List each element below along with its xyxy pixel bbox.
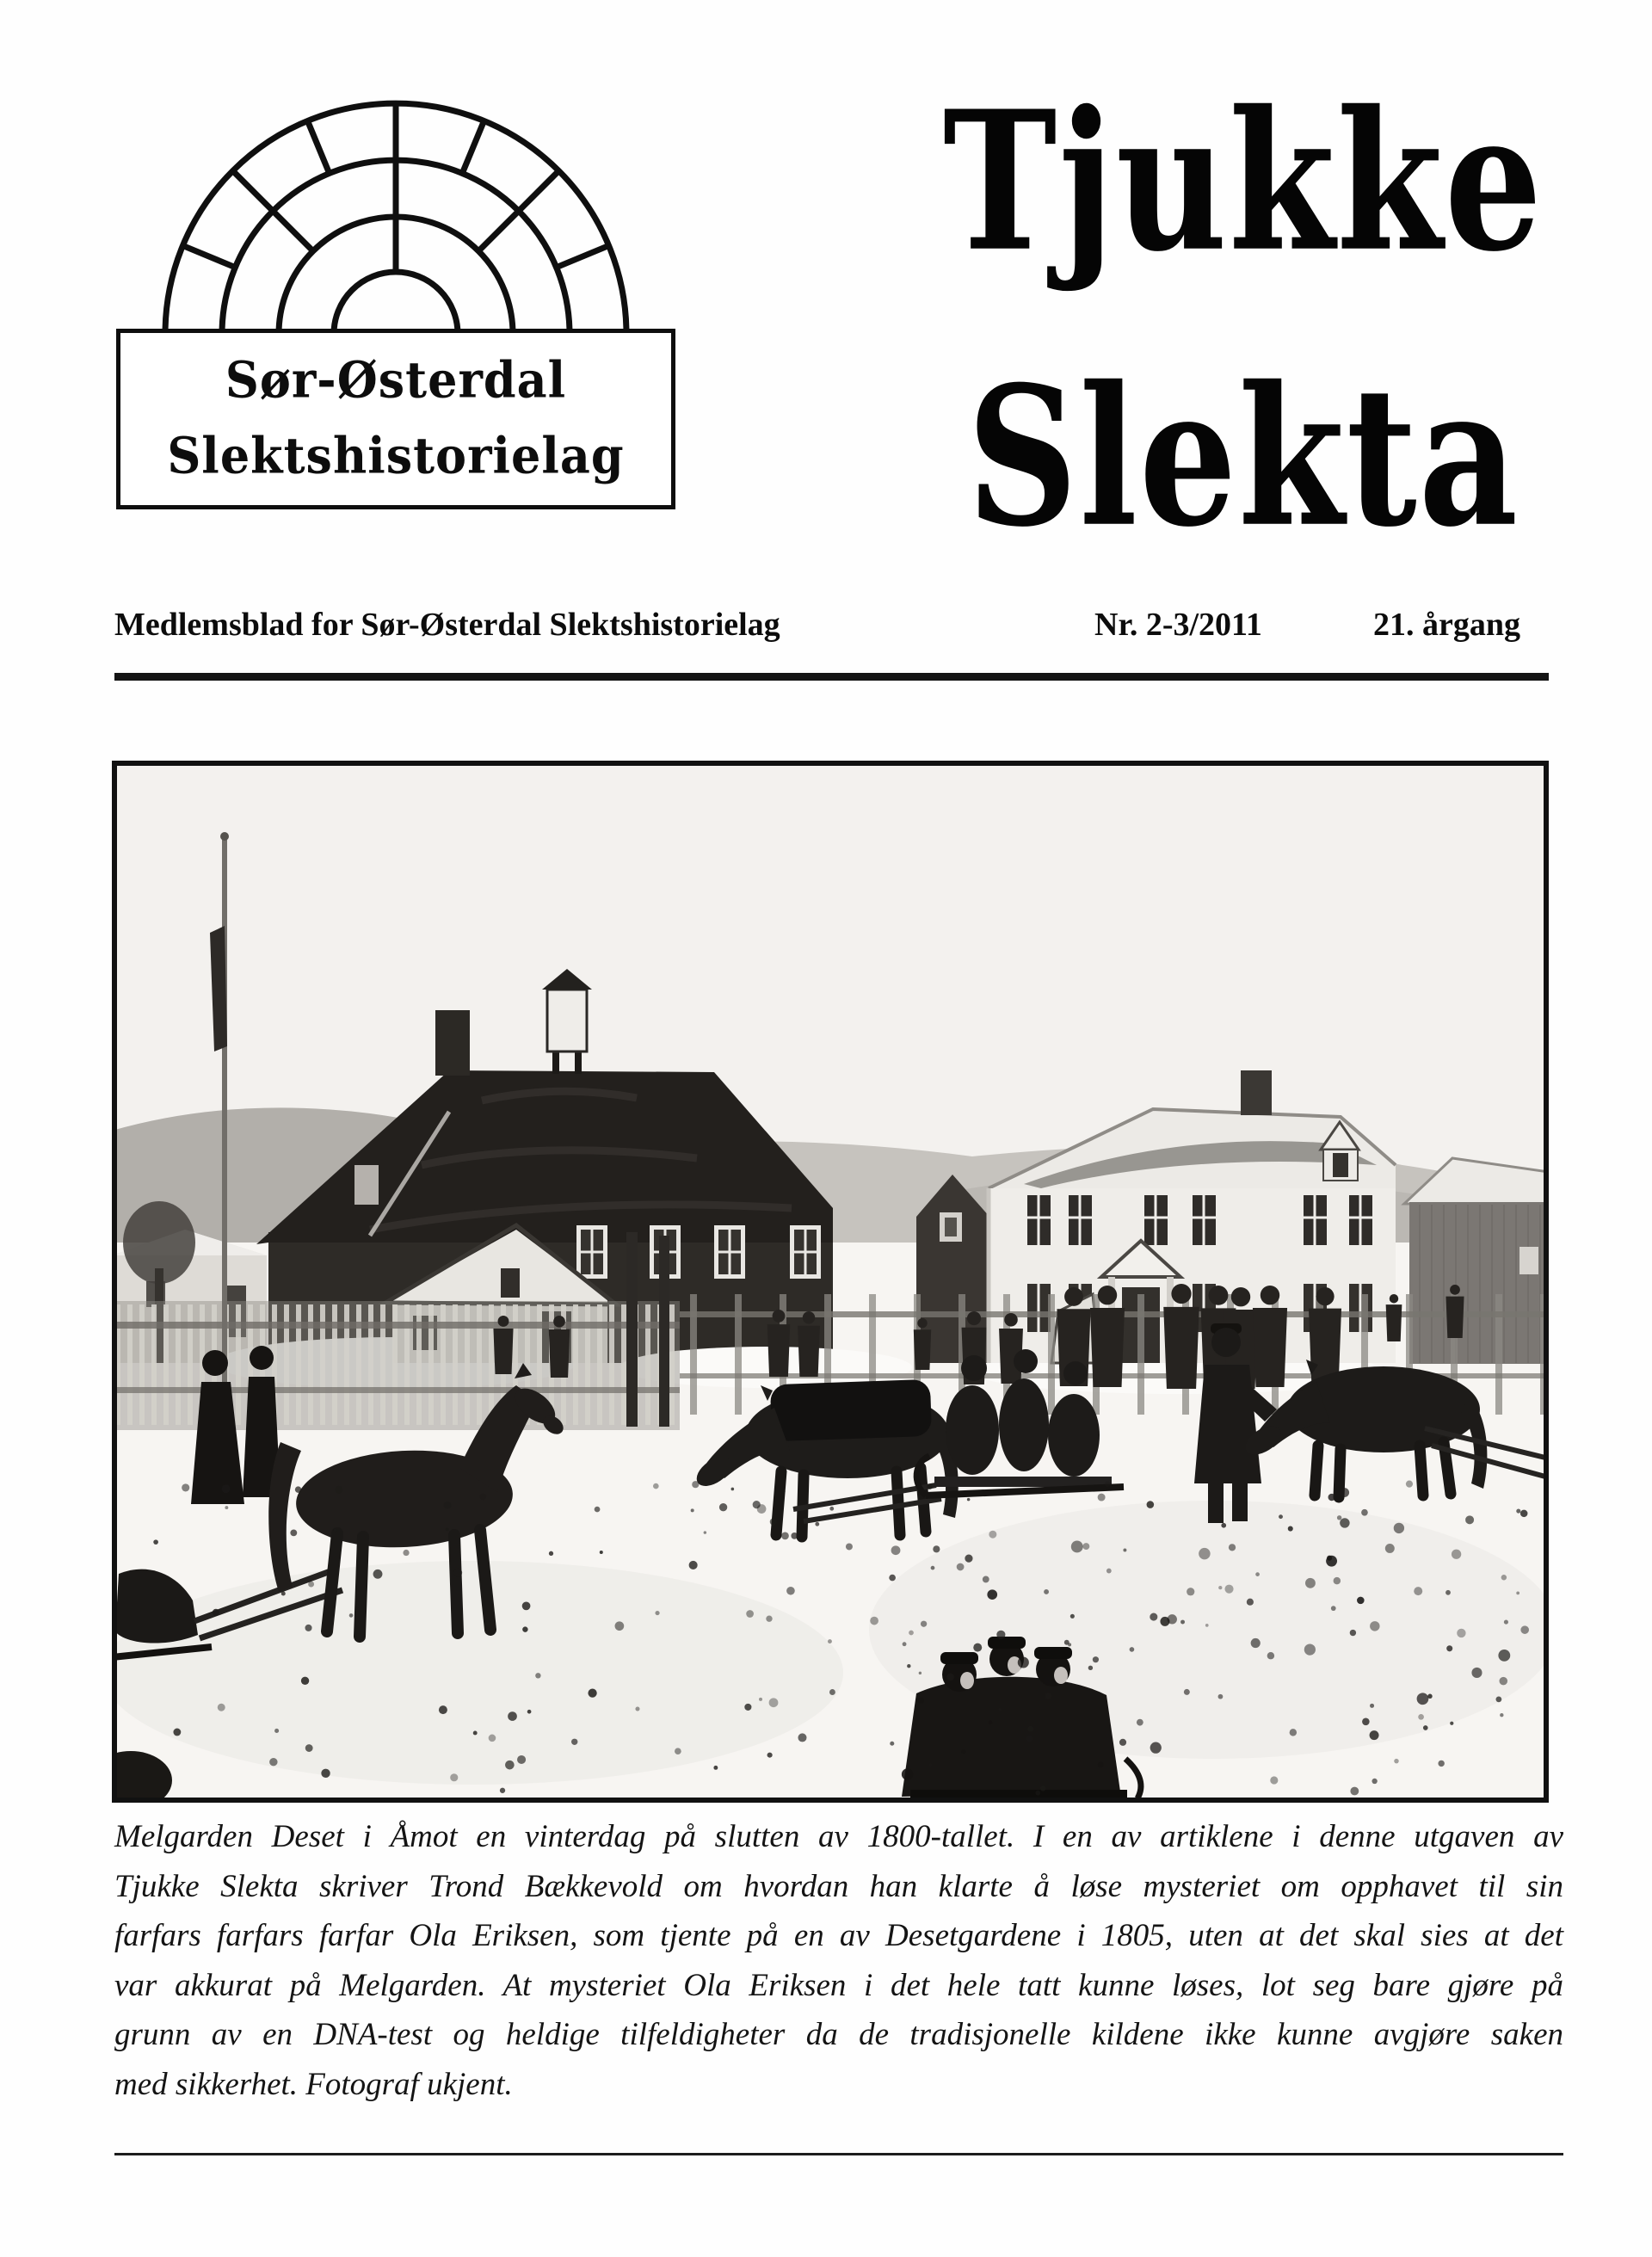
cover-photo xyxy=(112,761,1549,1803)
issue-volume: 21. årgang xyxy=(1373,607,1520,643)
winter-farm-photo-illustration xyxy=(112,761,1549,1803)
photo-caption xyxy=(114,1812,1563,2109)
caption-line: farfars farfars farfar Ola Eriksen, som tjente på en av Desetgardene i 1805, uten at det skal sies at det xyxy=(114,1918,1563,1953)
magazine-title-line1: Tjukke xyxy=(942,69,1544,294)
caption-line: med sikkerhet. Fotograf ukjent. xyxy=(114,2066,513,2102)
header-rule xyxy=(114,673,1549,681)
caption-line: Tjukke Slekta skriver Trond Bækkevold om hvordan han klarte å løse mysteriet om opphavet til sin xyxy=(114,1868,1563,1904)
caption-line: Melgarden Deset i Åmot en vinterdag på slutten av 1800-tallet. I en av artiklene i denne utgaven av xyxy=(114,1819,1563,1854)
issue-description: Medlemsblad for Sør-Østerdal Slektshistorielag xyxy=(114,607,780,643)
org-name-line1: Sør-Østerdal xyxy=(225,349,567,410)
footer-rule xyxy=(114,2153,1563,2155)
masthead xyxy=(912,0,1575,585)
logo-box xyxy=(116,329,675,509)
issue-number: Nr. 2-3/2011 xyxy=(1094,607,1262,643)
genealogy-fan-chart-icon xyxy=(146,84,645,334)
caption-line: grunn av en DNA-test og heldige tilfeldigheter da de tradisjonelle kildene ikke kunne avgjøre saken xyxy=(114,2017,1563,2052)
magazine-title-line2: Slekta xyxy=(966,344,1520,570)
right-barn xyxy=(1404,1158,1549,1364)
org-name-line2: Slektshistorielag xyxy=(167,425,625,485)
caption-line: var akkurat på Melgarden. At mysteriet Ola Eriksen i det hele tatt kunne løses, lot seg bare gjøre på xyxy=(114,1967,1563,2003)
